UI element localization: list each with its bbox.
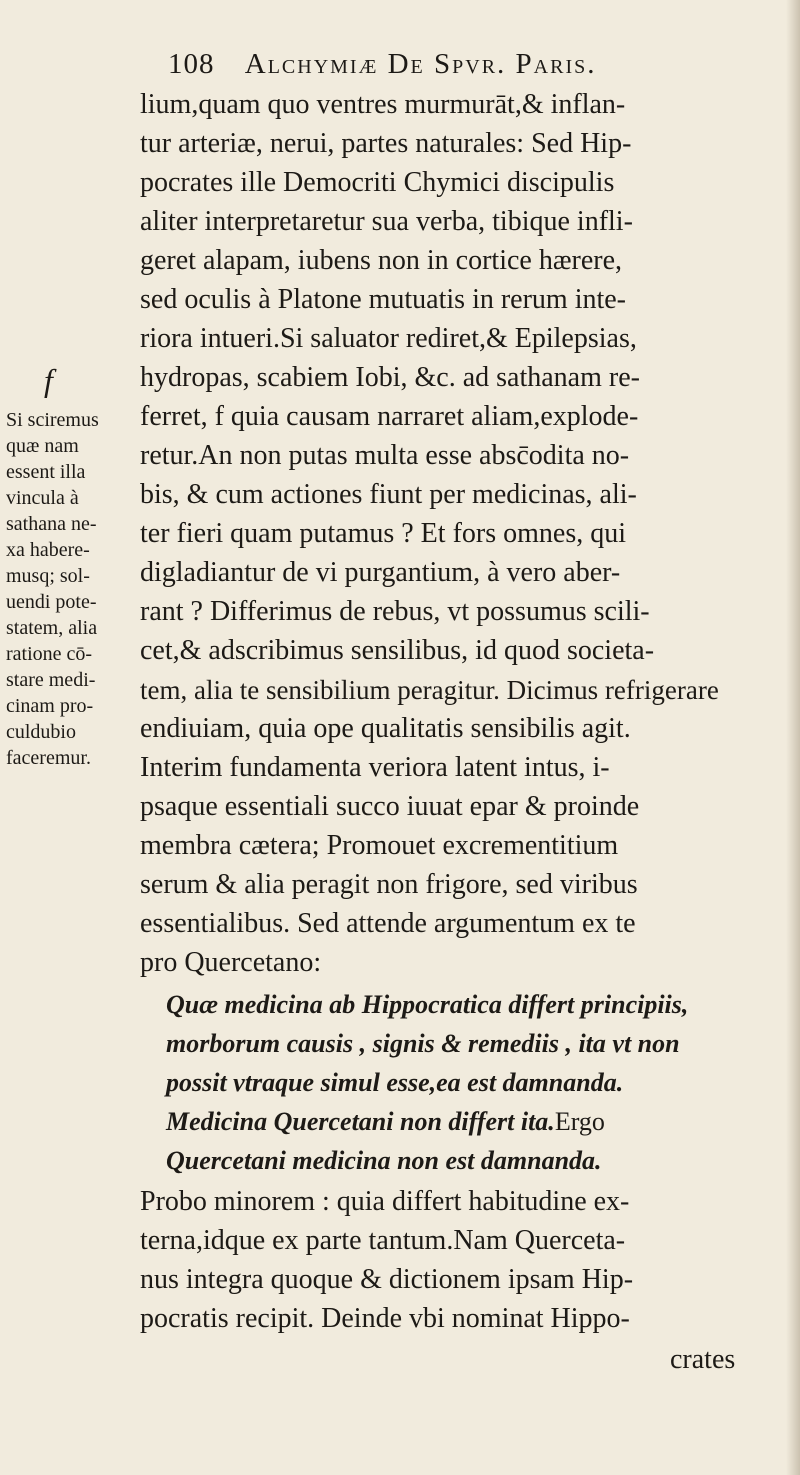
syllogism-major-line: Quæ medicina ab Hippocratica differt principiis, <box>166 990 689 1019</box>
margin-note-line: uendi pote- <box>6 591 97 613</box>
margin-note-line: musq; sol- <box>6 565 90 587</box>
page-number: 108 <box>168 48 215 80</box>
running-title: Alchymiæ De Spvr. Paris. <box>244 48 597 80</box>
text-line: tem, alia te sensibilium peragitur. Dicimus refrigerare <box>140 675 719 705</box>
text-line: ter fieri quam putamus ? Et fors omnes, qui <box>140 518 626 549</box>
syllogism-conclusion: Quercetani medicina non est damnanda. <box>166 1146 602 1175</box>
text-line: riora intueri.Si saluator rediret,& Epilepsias, <box>140 323 637 354</box>
syllogism-minor-line <box>166 1105 605 1139</box>
syllogism-minor: Medicina Quercetani non differt ita. <box>166 1107 555 1136</box>
margin-note-line: faceremur. <box>6 747 91 769</box>
text-line: serum & alia peragit non frigore, sed viribus <box>140 869 638 900</box>
text-line: aliter interpretaretur sua verba, tibique infli- <box>140 206 633 237</box>
margin-reference-sign: f <box>44 362 53 398</box>
margin-note-line: xa habere- <box>6 539 90 561</box>
text-line: membra cætera; Promouet excrementitium <box>140 830 619 861</box>
text-line: hydropas, scabiem Iobi, &c. ad sathanam re- <box>140 362 640 393</box>
text-line: rant ? Differimus de rebus, vt possumus scili- <box>140 596 650 627</box>
margin-note-line: stare medi- <box>6 669 96 691</box>
text-line: Interim fundamenta veriora latent intus, i- <box>140 752 610 783</box>
text-line: pocratis recipit. Deinde vbi nominat Hippo- <box>140 1303 630 1334</box>
text-line: retur.An non putas multa esse absc̄odita no- <box>140 440 630 471</box>
text-line: cet,& adscribimus sensilibus, id quod societa- <box>140 635 655 666</box>
text-line: lium,quam quo ventres murmurāt,& inflan- <box>140 89 626 120</box>
text-line: pro Quercetano: <box>140 947 322 978</box>
text-line: pocrates ille Democriti Chymici discipulis <box>140 167 615 198</box>
text-line: endiuiam, quia ope qualitatis sensibilis agit. <box>140 713 631 744</box>
margin-note-line: statem, alia <box>6 617 98 639</box>
margin-note-line: quæ nam <box>6 435 79 457</box>
text-line: sed oculis à Platone mutuatis in rerum inte- <box>140 284 627 315</box>
margin-note-line: Si sciremus <box>6 409 99 431</box>
margin-note-line: sathana ne- <box>6 513 97 535</box>
text-line: tur arteriæ, nerui, partes naturales: Sed Hip- <box>140 128 632 159</box>
text-line: Probo minorem : quia differt habitudine ex- <box>140 1186 630 1217</box>
margin-note-line: essent illa <box>6 461 86 483</box>
margin-note-line: ratione cō- <box>6 643 93 665</box>
syllogism-major-line: possit vtraque simul esse,ea est damnanda. <box>166 1068 624 1097</box>
text-line: essentialibus. Sed attende argumentum ex te <box>140 908 636 939</box>
margin-note-line: cinam pro- <box>6 695 94 717</box>
syllogism-major-line: morborum causis , signis & remediis , ita vt non <box>166 1029 680 1058</box>
text-line: terna,idque ex parte tantum.Nam Querceta- <box>140 1225 626 1256</box>
text-line: geret alapam, iubens non in cortice hærere, <box>140 245 623 276</box>
running-head <box>168 48 768 88</box>
text-line: ferret, f quia causam narraret aliam,explode- <box>140 401 639 432</box>
catchword: crates <box>670 1344 736 1375</box>
margin-note-line: culdubio <box>6 721 76 743</box>
margin-note-line: vincula à <box>6 487 79 509</box>
text-line: bis, & cum actiones fiunt per medicinas, ali- <box>140 479 637 510</box>
page-gutter-shadow <box>786 0 800 1475</box>
text-line: psaque essentiali succo iuuat epar & proinde <box>140 791 640 822</box>
text-line: digladiantur de vi purgantium, à vero aber- <box>140 557 621 588</box>
syllogism-ergo: Ergo <box>554 1107 605 1136</box>
text-line: nus integra quoque & dictionem ipsam Hip- <box>140 1264 634 1295</box>
